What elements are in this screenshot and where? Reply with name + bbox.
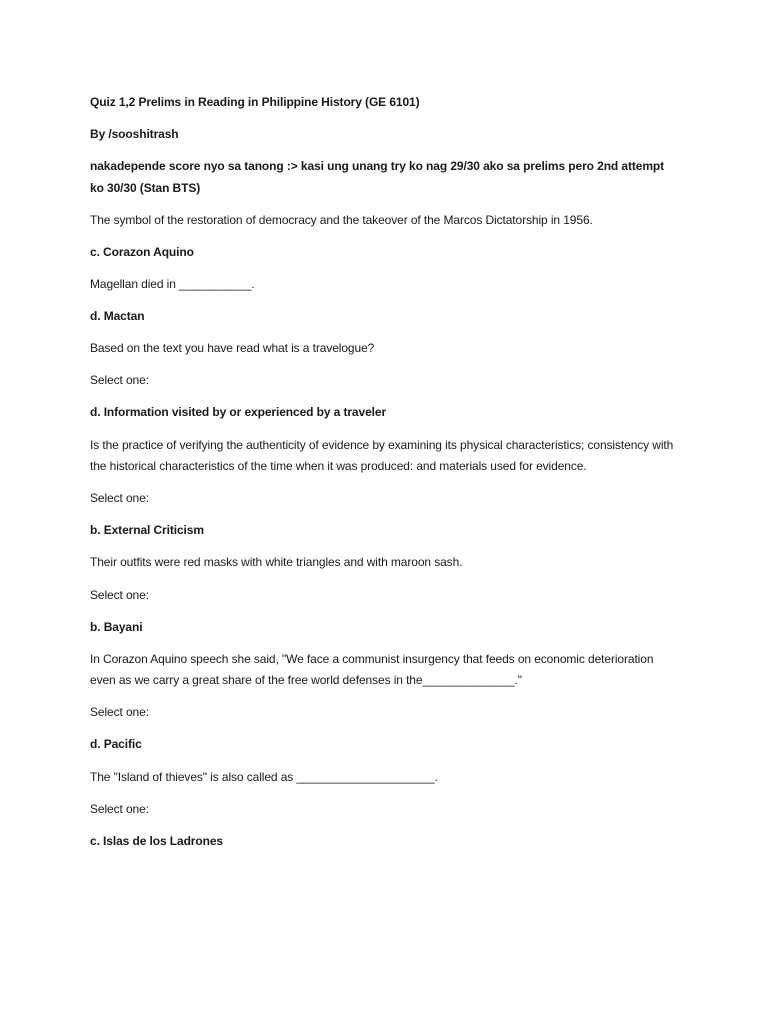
answer-text: b. Bayani [90,619,143,634]
question-text: Select one: [90,705,149,720]
question-text: Is the practice of verifying the authenticity of evidence by examining its physical characteristics; consistency with the historical characteristics of the time when it was produced: and materials used for evidence. [90,437,674,474]
question-text: Select one: [90,587,149,602]
question-text: The symbol of the restoration of democracy and the takeover of the Marcos Dictatorship in 1956. [90,212,593,227]
question-text: Select one: [90,491,149,506]
document-page [90,92,680,863]
answer-text: b. External Criticism [90,523,204,538]
question-text: In Corazon Aquino speech she said, "We face a communist insurgency that feeds on economic deterioration even as we carry a great share of the free world defenses in the______________." [90,651,654,688]
question-text: The "Island of thieves" is also called as _____________________. [90,769,438,784]
answer-text: c. Islas de los Ladrones [90,833,223,848]
answer-text: d. Mactan [90,309,145,324]
answer-text: d. Information visited by or experienced by a traveler [90,405,387,420]
question-list [90,210,680,852]
question-text: Select one: [90,373,149,388]
document-title: Quiz 1,2 Prelims in Reading in Philippine History (GE 6101) [90,95,420,109]
document-author: By /sooshitrash [90,127,179,142]
question-text: Their outfits were red masks with white triangles and with maroon sash. [90,555,463,570]
document-note: nakadepende score nyo sa tanong :> kasi ung unang try ko nag 29/30 ako sa prelims pero 2nd attempt ko 30/30 (Stan BTS) [90,159,665,195]
answer-text: c. Corazon Aquino [90,244,194,259]
question-text: Based on the text you have read what is a travelogue? [90,341,375,356]
question-text: Magellan died in ___________. [90,277,255,292]
question-text: Select one: [90,801,149,816]
answer-text: d. Pacific [90,737,142,752]
